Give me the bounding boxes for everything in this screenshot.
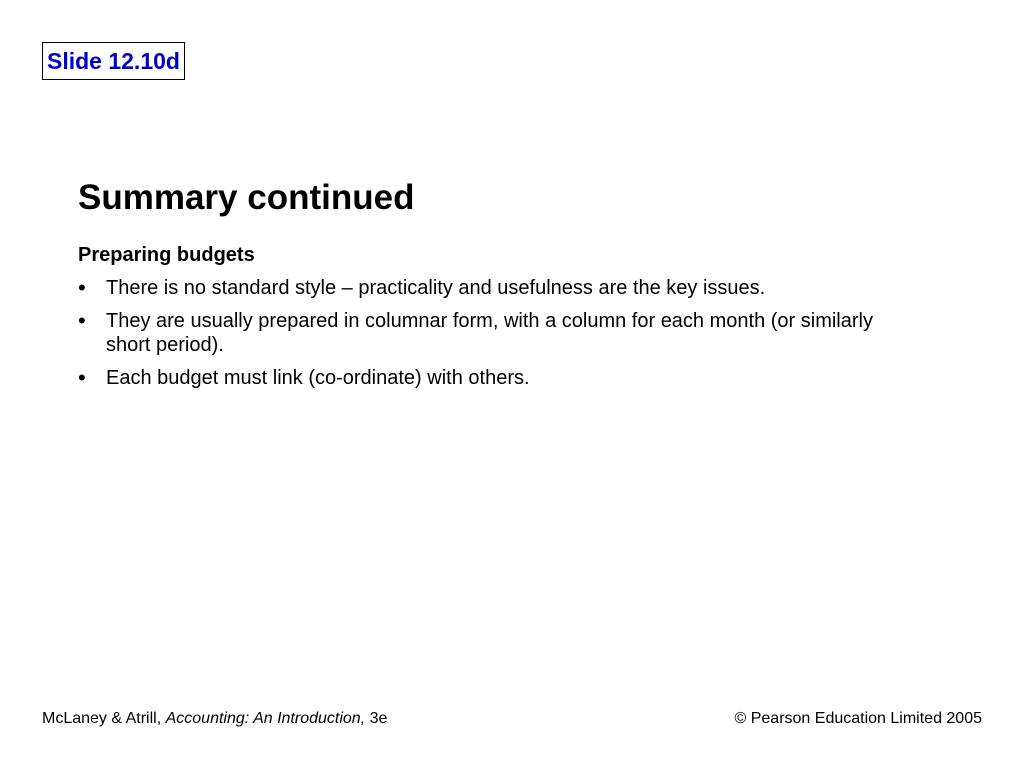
bullet-item: [78, 276, 918, 300]
bullet-list: [78, 276, 918, 390]
slide-number-badge: [42, 42, 185, 80]
slide-title: Summary continued: [78, 178, 415, 217]
footer-book-title: Accounting: An Introduction,: [165, 710, 366, 727]
bullet-icon: •: [78, 275, 86, 300]
footer-copyright: © Pearson Education Limited 2005: [734, 710, 982, 727]
bullet-item: [78, 309, 918, 357]
bullet-item: [78, 366, 918, 390]
bullet-icon: •: [78, 308, 86, 333]
footer-citation: [42, 710, 387, 728]
bullet-text: There is no standard style – practicality and usefulness are the key issues.: [106, 277, 766, 299]
section-heading: Preparing budgets: [78, 244, 255, 266]
slide-number-label: Slide 12.10d: [47, 47, 180, 74]
bullet-text: Each budget must link (co-ordinate) with others.: [106, 367, 530, 389]
bullet-icon: •: [78, 365, 86, 390]
bullet-text: They are usually prepared in columnar form, with a column for each month (or similarly short period).: [106, 310, 873, 356]
footer-authors: McLaney & Atrill,: [42, 710, 162, 727]
footer-edition: 3e: [369, 710, 388, 727]
